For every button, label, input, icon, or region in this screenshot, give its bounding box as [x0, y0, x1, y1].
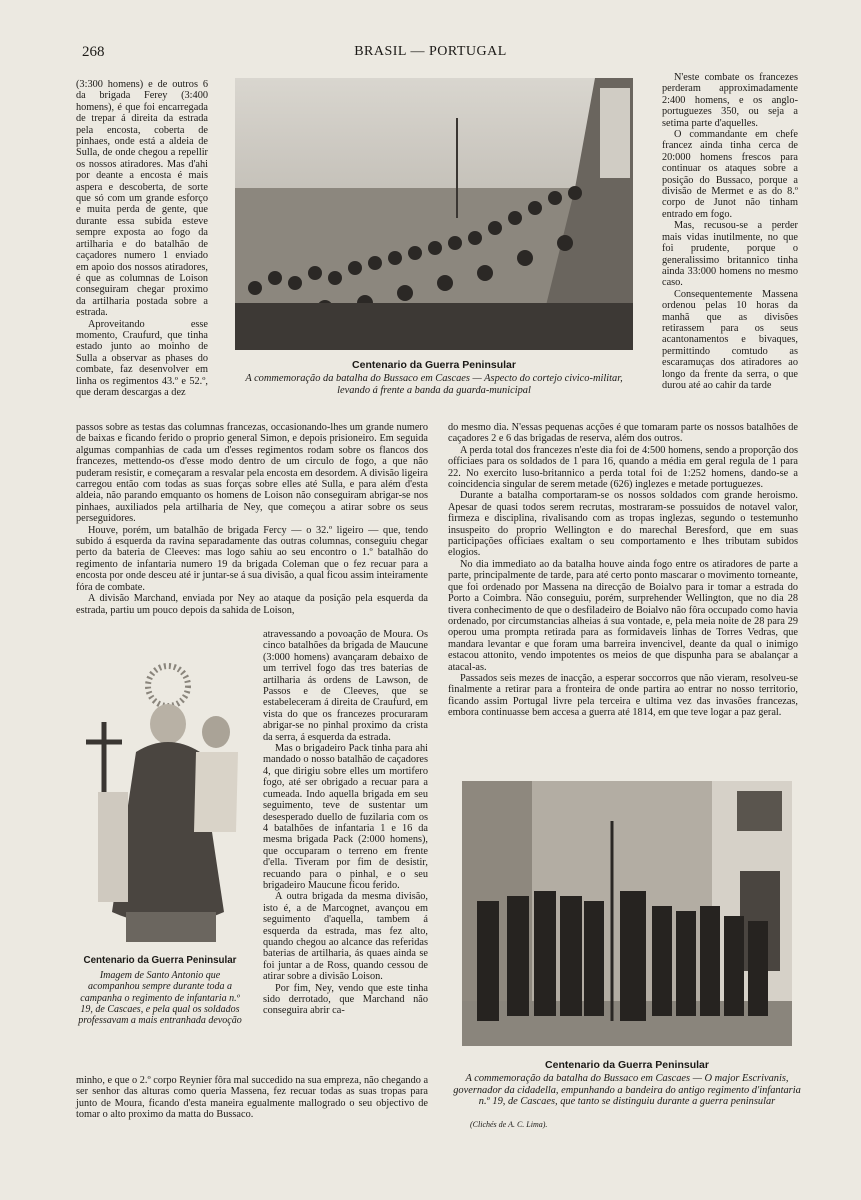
paragraph: A perda total dos francezes n'este dia foi de 4:500 homens, sendo a proporção dos officiaes para os soldados de 1 para 16, quando a média em geral regula de 1 para 22. No exercito luso-britannico a perda total foi de 1:252 homens, dando-se a coincidencia singular de serem metade (626) inglezes e metade portuguezes. [448, 444, 798, 491]
paragraph: N'este combate os francezes perderam approximadamente 2:400 homens, e os anglo-portuguezes 350, ou seja a setima parte d'aquelles. [662, 72, 798, 129]
paragraph: Durante a batalha comportaram-se os nossos soldados com grande heroismo. Apesar de quasi todos serem recrutas, mostraram-se possuidos de notavel valor, firmeza e disciplina, rivalisando com as tropas inglezas, segundo o testemunho insuspeito do proprio Wellington e do marechal Beresford, que em suas participações officiaes exaltam o seu comportamento e lhes tributam subidos elogios. [448, 490, 798, 559]
paragraph: Mas, recusou-se a perder mais vidas inutilmente, no que foi prudente, porque o generalissimo britannico tinha ainda 33:000 homens no mesmo caso. [662, 220, 798, 289]
group-caption: A commemoração da batalha do Bussaco em Cascaes — O major Escrivanis, governador da cidadella, empunhando a bandeira do antigo regimento d'infantaria n.º 19, de Cascaes, que tanto se distinguiu durante a guerra peninsular [453, 1073, 801, 1108]
paragraph: minho, e que o 2.º corpo Reynier fôra mal succedido na sua empreza, não chegando a ser senhor das alturas como queria Massena, fez recuar todas as suas tropas para junto de Moura, ficando d'esta maneira egualmente mallogrado o seu objectivo de tomar o alto proximo da matta do Bussaco. [76, 1075, 429, 1121]
paragraph: Houve, porém, um batalhão de brigada Fercy — o 32.º ligeiro — que, tendo subido á esquerda da ravina separadamente das outras columnas, conseguiu chegar perto da bateria de Cleeves: mas logo sahiu ao seu encontro o 1.º batalhão do regimento de infantaria numero 19 da brigada Coleman que o fez recuar para a encosta por onde desceu até ir juntar-se á sua divisão, a qual ficou assim inteiramente fóra de combate. [76, 524, 428, 593]
bottom-left-paragraph [76, 1075, 428, 1121]
paragraph: No dia immediato ao da batalha houve ainda fogo entre os atiradores de parte a parte, principalmente de tarde, para até certo ponto mascarar o movimento torneante, que foi ordenado por Massena na direcção de Boialvo para ir tomar a estrada do Porto a Coimbra. Não conseguiu, porém, surprehender Wellington, que no dia 28 tivera conhecimento de que o desfiladeiro de Boialvo não fôra occupado como havia ordenado, por circumstancias alheias á sua vontade, e, pela meia noite de 28 para 29 operou uma prompta retirada para as formidaveis linhas de Torres Vedras, que mandara levantar e que foram uma barreira invencivel, deante da qual o inimigo estacou attonito, vendo impotentes os meios de que dispunha para se abalançar a atacal-as. [448, 558, 798, 673]
statue-caption: Imagem de Santo Antonio que acompanhou sempre durante toda a campanha o regimento de infantaria n.º 19, de Cascaes, e pela qual os soldados professavam a mais entranhada devoção [78, 970, 242, 1027]
group-caption-title: Centenario da Guerra Peninsular [545, 1059, 709, 1071]
paragraph: Passados seis mezes de inacção, a esperar soccorros que não vieram, resolveu-se finalmente a retirar para a fronteira de onde partira ao entrar no nosso territorio, ficando assim Portugal livre pela terceira e ultima vez das invasões francezas, embora continuasse bem accesa a guerra até 1814, em que teve logar a paz geral. [448, 672, 798, 719]
paragraph: atravessando a povoação de Moura. Os cinco batalhões da brigada de Maucune (3:000 homens) avançaram debaixo de um terrivel fogo das tres baterias de artilharia ás ordens de Lawson, de Passos e de Cleeves, que se estabeleceram á direita de Craufurd, em vista do que os francezes procuraram abrigar-se no pinhal proximo da crista da serra, á esquerda da estrada. [263, 629, 428, 743]
left-column [76, 79, 208, 398]
paragraph: O commandante em chefe francez ainda tinha cerca de 20:000 homens frescos para continuar os ataques sobre a posição do Bussaco, porque a divisão de Mermet e as do 8.º corpo de Junot não tinham entrado em fogo. [662, 129, 798, 220]
procession-photo [235, 78, 633, 350]
procession-image [235, 78, 633, 350]
statue-photo [76, 662, 244, 948]
procession-caption: A commemoração da batalha do Bussaco em Cascaes — Aspecto do cortejo civico-militar, levando á frente a banda da guarda-municipal [245, 373, 623, 396]
procession-caption-title: Centenario da Guerra Peninsular [352, 359, 516, 371]
right-column [662, 72, 798, 391]
running-head: BRASIL — PORTUGAL [354, 44, 507, 59]
saint-antonio-statue-image [76, 662, 244, 948]
paragraph: (3:300 homens) e de outros 6 da brigada Ferey (3:400 homens), é que foi encarregada de trepar á direita da estrada pela encosta, coberta de pinhaes, onde está a aldeia de Sulla, de onde chegou a repellir os nossos atiradores. Mas d'ahi por deante a encosta é mais aspera e descoberta, de sorte que só com um grande esforço e muita perda de gente, que durante essa subida esteve sempre exposta ao fogo da artilharia e do batalhão de caçadores numero 1 enviado em apoio dos nossos atiradores, é que as columnas de Loison conseguiram chegar proximo da artilharia postada sobre a estrada. [76, 79, 208, 319]
paragraph: Por fim, Ney, vendo que este tinha sido derrotado, que Marchand não conseguira abrir ca- [263, 982, 428, 1017]
paragraph: passos sobre as testas das columnas francezas, occasionando-lhes um grande numero de baixas e ficando ferido o proprio general Simon, e depois prisioneiro. Em seguida algumas companhias de cada um d'esses regimentos rodam sobre os flancos dos francezes, mettendo-os d'esse modo dentro de um circulo de fogo, a que não puderam resistir, e começaram a resvalar pela encosta em desordem. A divisão ligeira carregou então com todas as suas forças sobre elles até Sulla, e para além d'esta aldeia, não parando emquanto os homens de Loison não conseguiram abrigar-se nos pinhaes, auxiliados pela artilharia de Ney, que começou a atirar sobre os seus perseguidores. [76, 422, 428, 525]
paragraph: Mas o brigadeiro Pack tinha para ahi mandado o nosso batalhão de caçadores 4, que dirigiu sobre elles um mortifero fogo, até ser obrigado a recuar para a cumeada. Indo aquella brigada em seu seguimento, teve de sustentar um desesperado duello de fuzilaria com os 4 batalhões de infantaria 1 e 16 da mesma brigada Pack (2:000 homens), que occuparam o terreno em frente d'ella. Tiveram por fim de desistir, recuando para o pinhal, e o seu brigadeiro Maucune ficou ferido. [263, 743, 428, 891]
paragraph: Consequentemente Massena ordenou pelas 10 horas da manhã que as divisões retirassem para os seus acantonamentos e bivaques, permittindo comtudo as escaramuças dos atiradores ao longo da frente da serra, o que durou até ao cahir da tarde [662, 288, 798, 391]
photo-credit: (Clichés de A. C. Lima). [470, 1120, 548, 1129]
officers-group-image [462, 781, 792, 1046]
paragraph: A outra brigada da mesma divisão, isto é, a de Marcognet, avançou em seguimento d'aquella, tambem á esquerda da estrada, mas fez alto, quando chegou ao alcance das referidas baterias de artilharia, ás quaes ainda se foi juntar a de Ross, quando cessou de atirar sobre a divisão Loison. [263, 891, 428, 983]
right-full-column [448, 422, 798, 719]
left-full-column [76, 422, 428, 616]
statue-caption-title: Centenario da Guerra Peninsular [83, 955, 237, 966]
paragraph: Aproveitando esse momento, Craufurd, que tinha estado junto ao moinho de Sulla a observar as phases do combate, faz desenvolver em linha os regimentos 43.º e 52.º, que deram descargas a dez [76, 318, 208, 398]
page-number: 268 [82, 44, 105, 60]
middle-column [263, 629, 428, 1017]
paragraph: A divisão Marchand, enviada por Ney ao ataque da posição pela esquerda da estrada, partiu um pouco depois da sahida de Loison, [76, 593, 428, 616]
group-photo [462, 781, 792, 1046]
paragraph: do mesmo dia. N'essas pequenas acções é que tomaram parte os nossos batalhões de caçadores 2 e 6 das brigadas de reserva, além dos outros. [448, 422, 798, 445]
